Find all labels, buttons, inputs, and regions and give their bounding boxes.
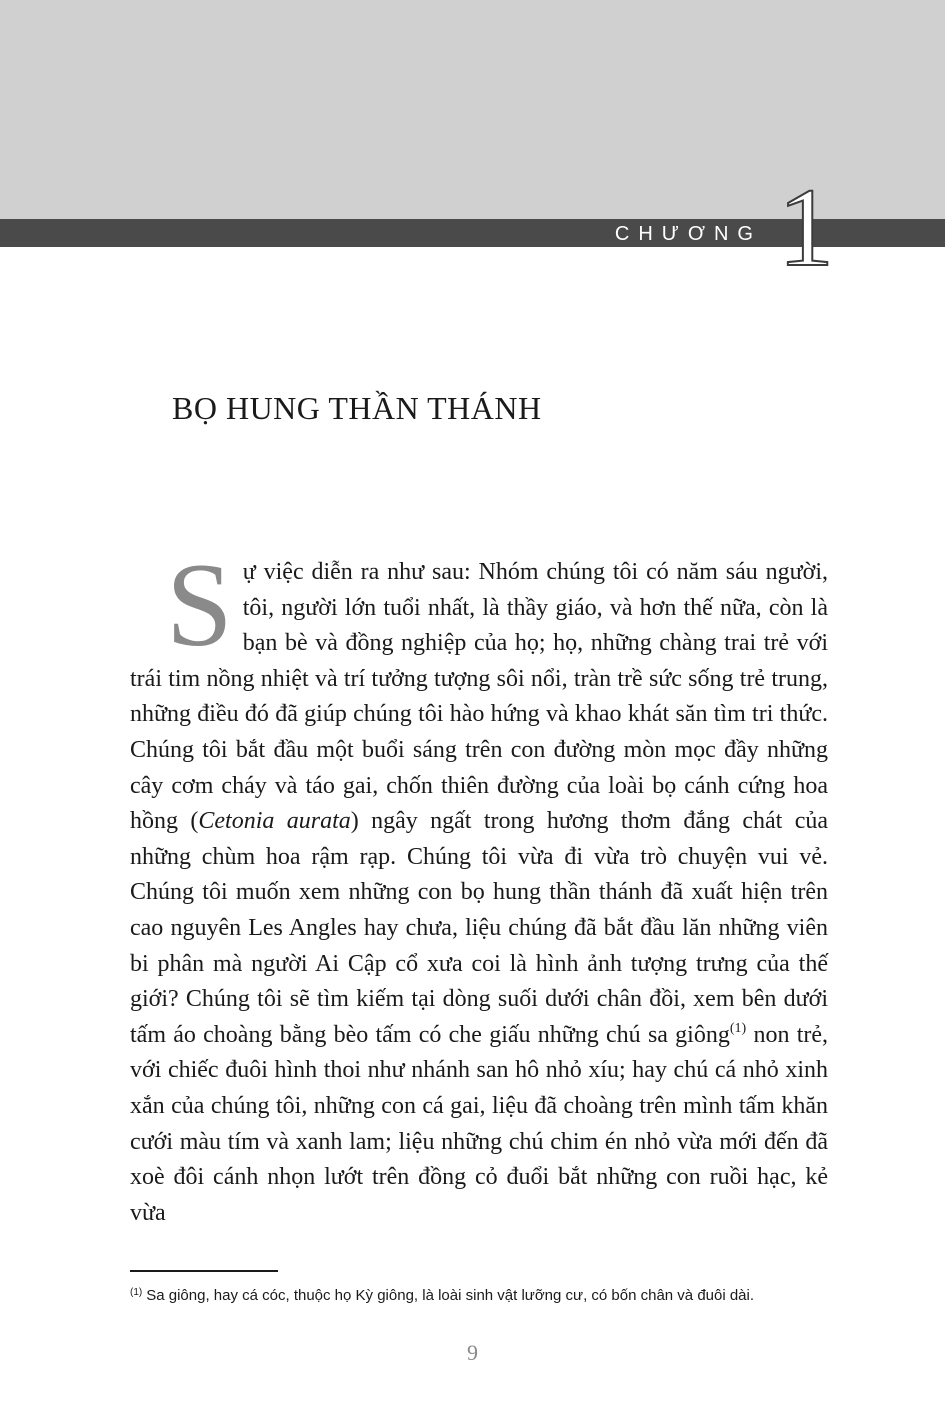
chapter-title: BỌ HUNG THẦN THÁNH bbox=[172, 390, 542, 426]
body-text-part-3: non trẻ, với chiếc đuôi hình thoi như nhánh san hô nhỏ xíu; hay chú cá nhỏ xinh xắn của chúng tôi, những con cá gai, liệu đã choàng trên mình tấm khăn cưới màu tím và xanh lam; liệu những chú chim én nhỏ vừa mới đến đã xoè đôi cánh nhọn lướt trên đồng cỏ đuổi bắt những con ruồi hạc, kẻ vừa bbox=[130, 1021, 829, 1226]
body-text-part-1: ự việc diễn ra như sau: Nhóm chúng tôi có năm sáu người, tôi, người lớn tuổi nhất, là thầy giáo, và hơn thế nữa, còn là bạn bè và đồng nghiệp của họ; họ, những chàng trai trẻ với trái tim nồng nhiệt và trí tưởng tượng sôi nổi, tràn trề sức sống trẻ trung, những điều đó đã giúp chúng tôi hào hứng và khao khát săn tìm tri thức. Chúng tôi bắt đầu một buổi sáng trên con đường mòn mọc đầy những cây cơm cháy và táo gai, chốn thiên đường của loài bọ cánh cứng hoa hồng ( bbox=[130, 559, 828, 835]
footnote-reference: (1) bbox=[729, 1020, 747, 1036]
species-name: Cetonia aurata bbox=[198, 808, 351, 835]
chapter-label: CHƯƠNG bbox=[614, 223, 762, 245]
footnote bbox=[130, 1282, 850, 1307]
chapter-number: 1 bbox=[778, 166, 834, 290]
footnote-mark: (1) bbox=[130, 1287, 143, 1298]
body-paragraph bbox=[130, 538, 829, 1231]
footnote-divider bbox=[130, 1270, 278, 1272]
footnote-text: Sa giông, hay cá cóc, thuộc họ Kỳ giông, là loài sinh vật lưỡng cư, có bốn chân và đuôi dài. bbox=[146, 1287, 755, 1304]
drop-cap: S bbox=[166, 538, 233, 671]
body-text-part-2: ) ngây ngất trong hương thơm đắng chát của những chùm hoa rậm rạp. Chúng tôi vừa đi vừa trò chuyện vui vẻ. Chúng tôi muốn xem những con bọ hung thần thánh đã xuất hiện trên cao nguyên Les Angles hay chưa, liệu chúng đã bắt đầu lăn những viên bi phân mà người Ai Cập cổ xưa coi là hình ảnh tượng trưng của thế giới? Chúng tôi sẽ tìm kiếm tại dòng suối dưới chân đồi, xem bên dưới tấm áo choàng bằng bèo tấm có che giấu những chú sa giông bbox=[130, 808, 828, 1048]
page-number: 9 bbox=[467, 1340, 478, 1365]
